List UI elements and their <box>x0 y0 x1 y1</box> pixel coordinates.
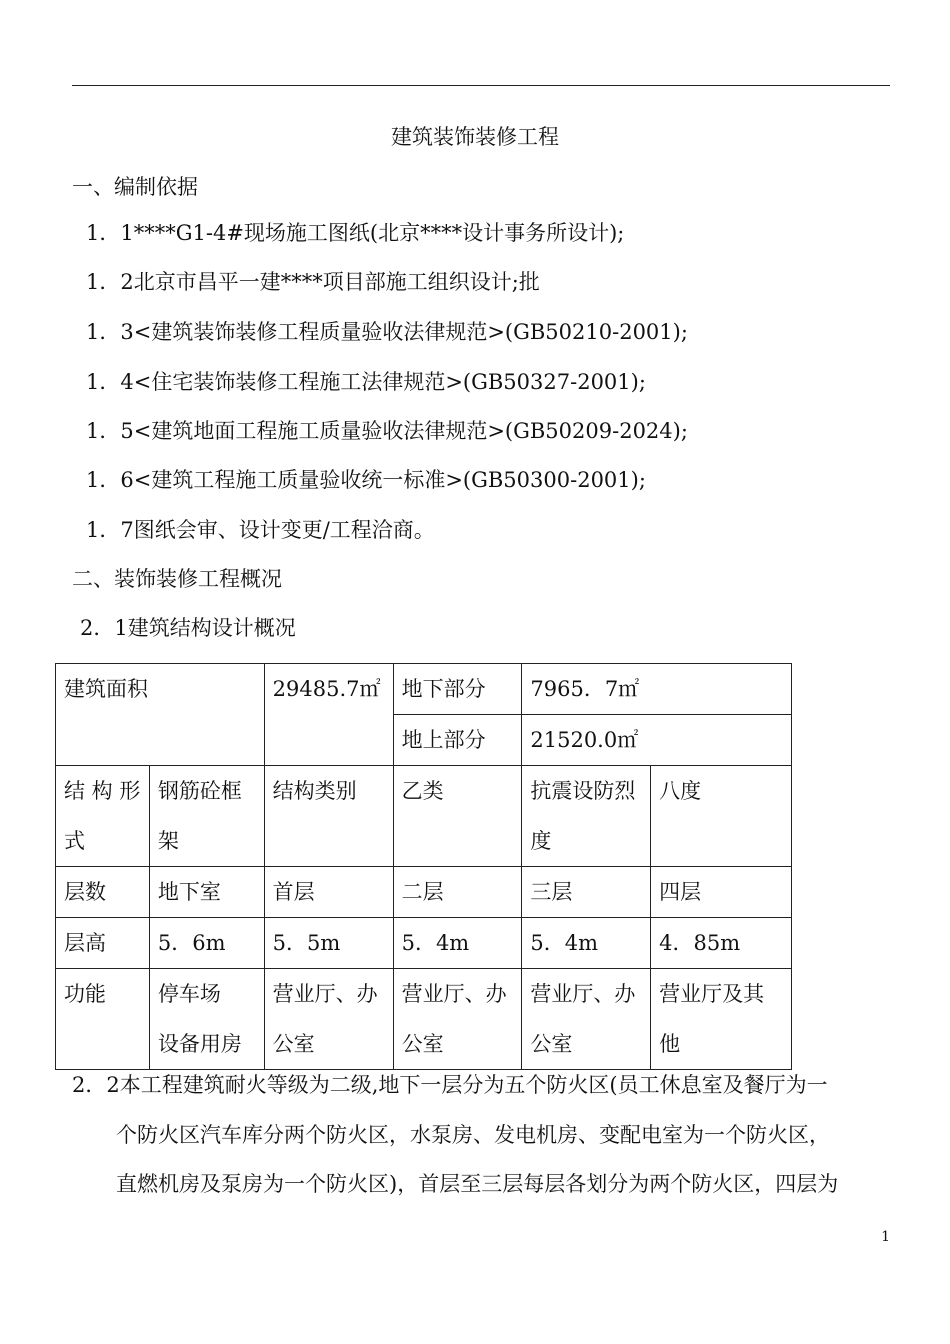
table-cell: 5．5m <box>264 918 393 969</box>
cell-line: 停车场 <box>157 982 221 1006</box>
table-cell: 首层 <box>264 867 393 918</box>
table-cell: 层数 <box>56 867 150 918</box>
table-cell: 地上部分 <box>393 715 522 766</box>
cell-line: 营业厅、办 <box>530 982 636 1006</box>
table-cell: 地下室 <box>149 867 264 918</box>
basis-item-6: 1．6<建筑工程施工质量验收统一标准>(GB50300-2001); <box>86 468 646 492</box>
table-row <box>56 969 792 1070</box>
cell-line: 架 <box>157 829 179 853</box>
table-cell: 乙类 <box>393 766 522 867</box>
section-heading-1: 一、编制依据 <box>72 175 198 199</box>
cell-line: 钢筋砼框 <box>157 779 242 803</box>
cell-line: 他 <box>659 1032 681 1056</box>
document-title: 建筑装饰装修工程 <box>391 125 559 149</box>
table-cell: 5．6m <box>149 918 264 969</box>
table-cell: 三层 <box>522 867 651 918</box>
basis-item-1: 1．1****G1-4#现场施工图纸(北京****设计事务所设计); <box>86 221 625 245</box>
table-cell: 建筑面积 <box>56 664 265 766</box>
table-cell <box>522 969 651 1070</box>
cell-line: 式 <box>64 829 85 853</box>
table-cell: 地下部分 <box>393 664 522 715</box>
table-cell: 功能 <box>56 969 150 1070</box>
cell-line: 设备用房 <box>157 1032 242 1056</box>
cell-line: 结 构 形 <box>64 779 141 803</box>
table-row <box>56 918 792 969</box>
structure-overview-table <box>55 663 792 1070</box>
table-cell <box>651 969 792 1070</box>
basis-item-7: 1．7图纸会审、设计变更/工程洽商。 <box>86 518 435 542</box>
table-cell: 二层 <box>393 867 522 918</box>
table-cell <box>56 766 150 867</box>
table-cell <box>149 969 264 1070</box>
header-rule <box>72 85 890 86</box>
cell-line: 公室 <box>401 1032 444 1056</box>
basis-item-4: 1．4<住宅装饰装修工程施工法律规范>(GB50327-2001); <box>86 370 646 394</box>
table-cell: 21520.0㎡ <box>522 715 792 766</box>
table-cell: 5．4m <box>393 918 522 969</box>
cell-line: 营业厅、办 <box>401 982 507 1006</box>
table-row <box>56 867 792 918</box>
table-cell: 7965．7㎡ <box>522 664 792 715</box>
cell-line: 营业厅、办 <box>272 982 378 1006</box>
basis-item-3: 1．3<建筑装饰装修工程质量验收法律规范>(GB50210-2001); <box>86 320 688 344</box>
cell-line: 公室 <box>272 1032 315 1056</box>
table-cell: 结构类别 <box>264 766 393 867</box>
table-cell <box>393 969 522 1070</box>
table-cell <box>264 969 393 1070</box>
section-heading-2: 二、装饰装修工程概况 <box>72 567 282 591</box>
table-cell: 29485.7㎡ <box>264 664 393 766</box>
table-cell: 4．85m <box>651 918 792 969</box>
cell-line: 营业厅及其 <box>659 982 765 1006</box>
table-cell: 5．4m <box>522 918 651 969</box>
table-row <box>56 766 792 867</box>
cell-line: 度 <box>530 829 552 853</box>
subsection-2-1: 2．1建筑结构设计概况 <box>80 616 296 640</box>
table-cell <box>149 766 264 867</box>
basis-item-5: 1．5<建筑地面工程施工质量验收法律规范>(GB50209-2024); <box>86 419 688 443</box>
fire-rating-paragraph-line-2: 个防火区汽车库分两个防火区，水泵房、发电机房、变配电室为一个防火区， <box>116 1123 830 1147</box>
fire-rating-paragraph-line-3: 直燃机房及泵房为一个防火区)，首层至三层每层各划分为两个防火区，四层为 <box>116 1172 839 1196</box>
table-row <box>56 664 792 715</box>
cell-line: 抗震设防烈 <box>530 779 636 803</box>
basis-item-2: 1．2北京市昌平一建****项目部施工组织设计;批 <box>86 270 540 294</box>
table-cell: 层高 <box>56 918 150 969</box>
table-cell <box>522 766 651 867</box>
table-cell: 八度 <box>651 766 792 867</box>
page-number: 1 <box>881 1229 890 1245</box>
fire-rating-paragraph-line-1: 2．2本工程建筑耐火等级为二级,地下一层分为五个防火区(员工休息室及餐厅为一 <box>72 1073 828 1097</box>
table-cell: 四层 <box>651 867 792 918</box>
cell-line: 公室 <box>530 1032 573 1056</box>
